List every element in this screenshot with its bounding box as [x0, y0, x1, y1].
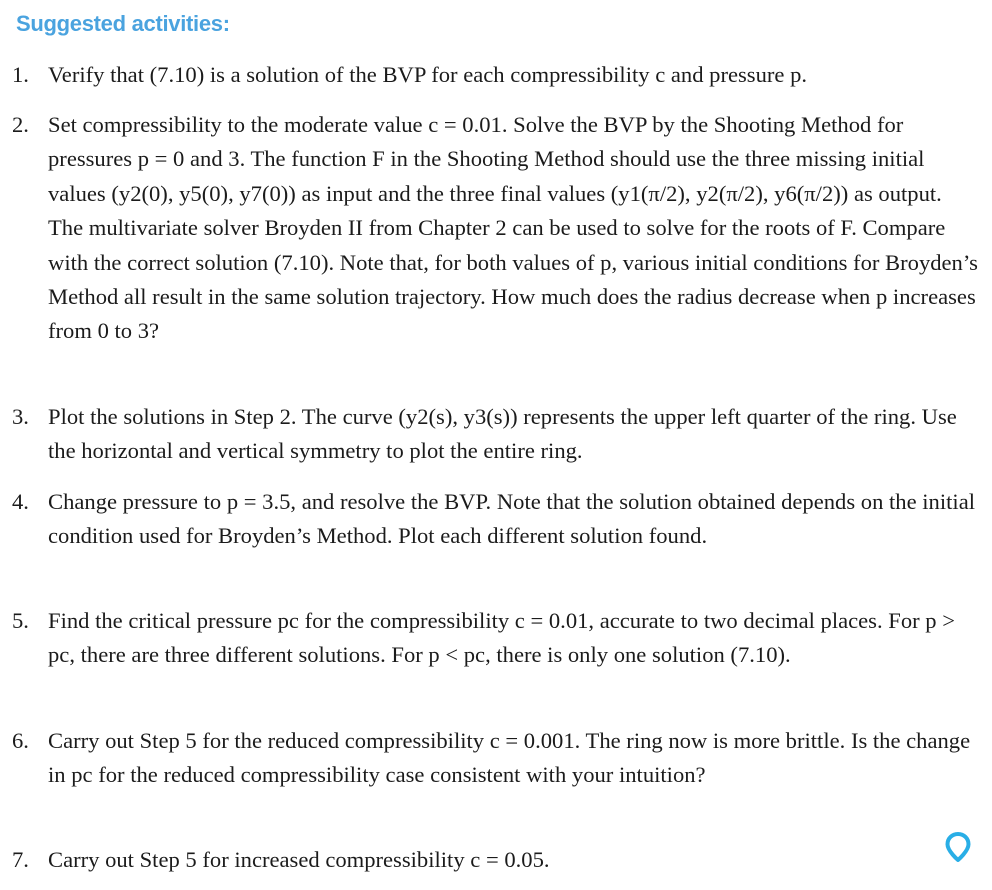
- item-text: Change pressure to p = 3.5, and resolve the BVP. Note that the solution obtained depends on the initial condition used for Broyden’s Method. Plot each different solution found.: [48, 489, 975, 549]
- item-text: Find the critical pressure pc for the compressibility c = 0.01, accurate to two decimal places. For p > pc, there are three different solutions. For p < pc, there is only one solution (7.10).: [48, 608, 955, 668]
- item-number: 5.: [12, 608, 29, 633]
- pin-shape: [948, 834, 969, 860]
- item-text: Plot the solutions in Step 2. The curve (y2(s), y3(s)) represents the upper left quarter of the ring. Use the horizontal and vertical symmetry to plot the entire ring.: [48, 404, 957, 464]
- item-number: 4.: [12, 489, 29, 514]
- location-pin-icon[interactable]: [945, 832, 971, 862]
- list-item: [12, 724, 982, 793]
- item-number: 1.: [12, 62, 29, 87]
- section-heading: Suggested activities:: [16, 11, 230, 36]
- list-item: [12, 58, 982, 92]
- item-text: Carry out Step 5 for the reduced compressibility c = 0.001. The ring now is more brittle. Is the change in pc for the reduced compressibility case consistent with your intuition?: [48, 728, 971, 788]
- list-item: [12, 400, 982, 469]
- item-number: 7.: [12, 847, 29, 872]
- list-item: [12, 108, 982, 349]
- list-item: [12, 604, 982, 673]
- item-number: 3.: [12, 404, 29, 429]
- item-number: 2.: [12, 112, 29, 137]
- list-item: [12, 485, 982, 554]
- item-number: 6.: [12, 728, 29, 753]
- list-item: [12, 843, 982, 877]
- item-text: Set compressibility to the moderate value c = 0.01. Solve the BVP by the Shooting Method for pressures p = 0 and 3. The function F in the Shooting Method should use the three missing initial values (y2(0), y5(0), y7(0)) as input and the three final values (y1(π/2), y2(π/2), y6(π/2)) as output. The multivariate solver Broyden II from Chapter 2 can be used to solve for the roots of F. Compare with the correct solution (7.10). Note that, for both values of p, various initial conditions for Broyden’s Method all result in the same solution trajectory. How much does the radius decrease when p increases from 0 to 3?: [48, 112, 978, 344]
- item-text: Carry out Step 5 for increased compressibility c = 0.05.: [48, 847, 550, 872]
- item-text: Verify that (7.10) is a solution of the BVP for each compressibility c and pressure p.: [48, 62, 808, 87]
